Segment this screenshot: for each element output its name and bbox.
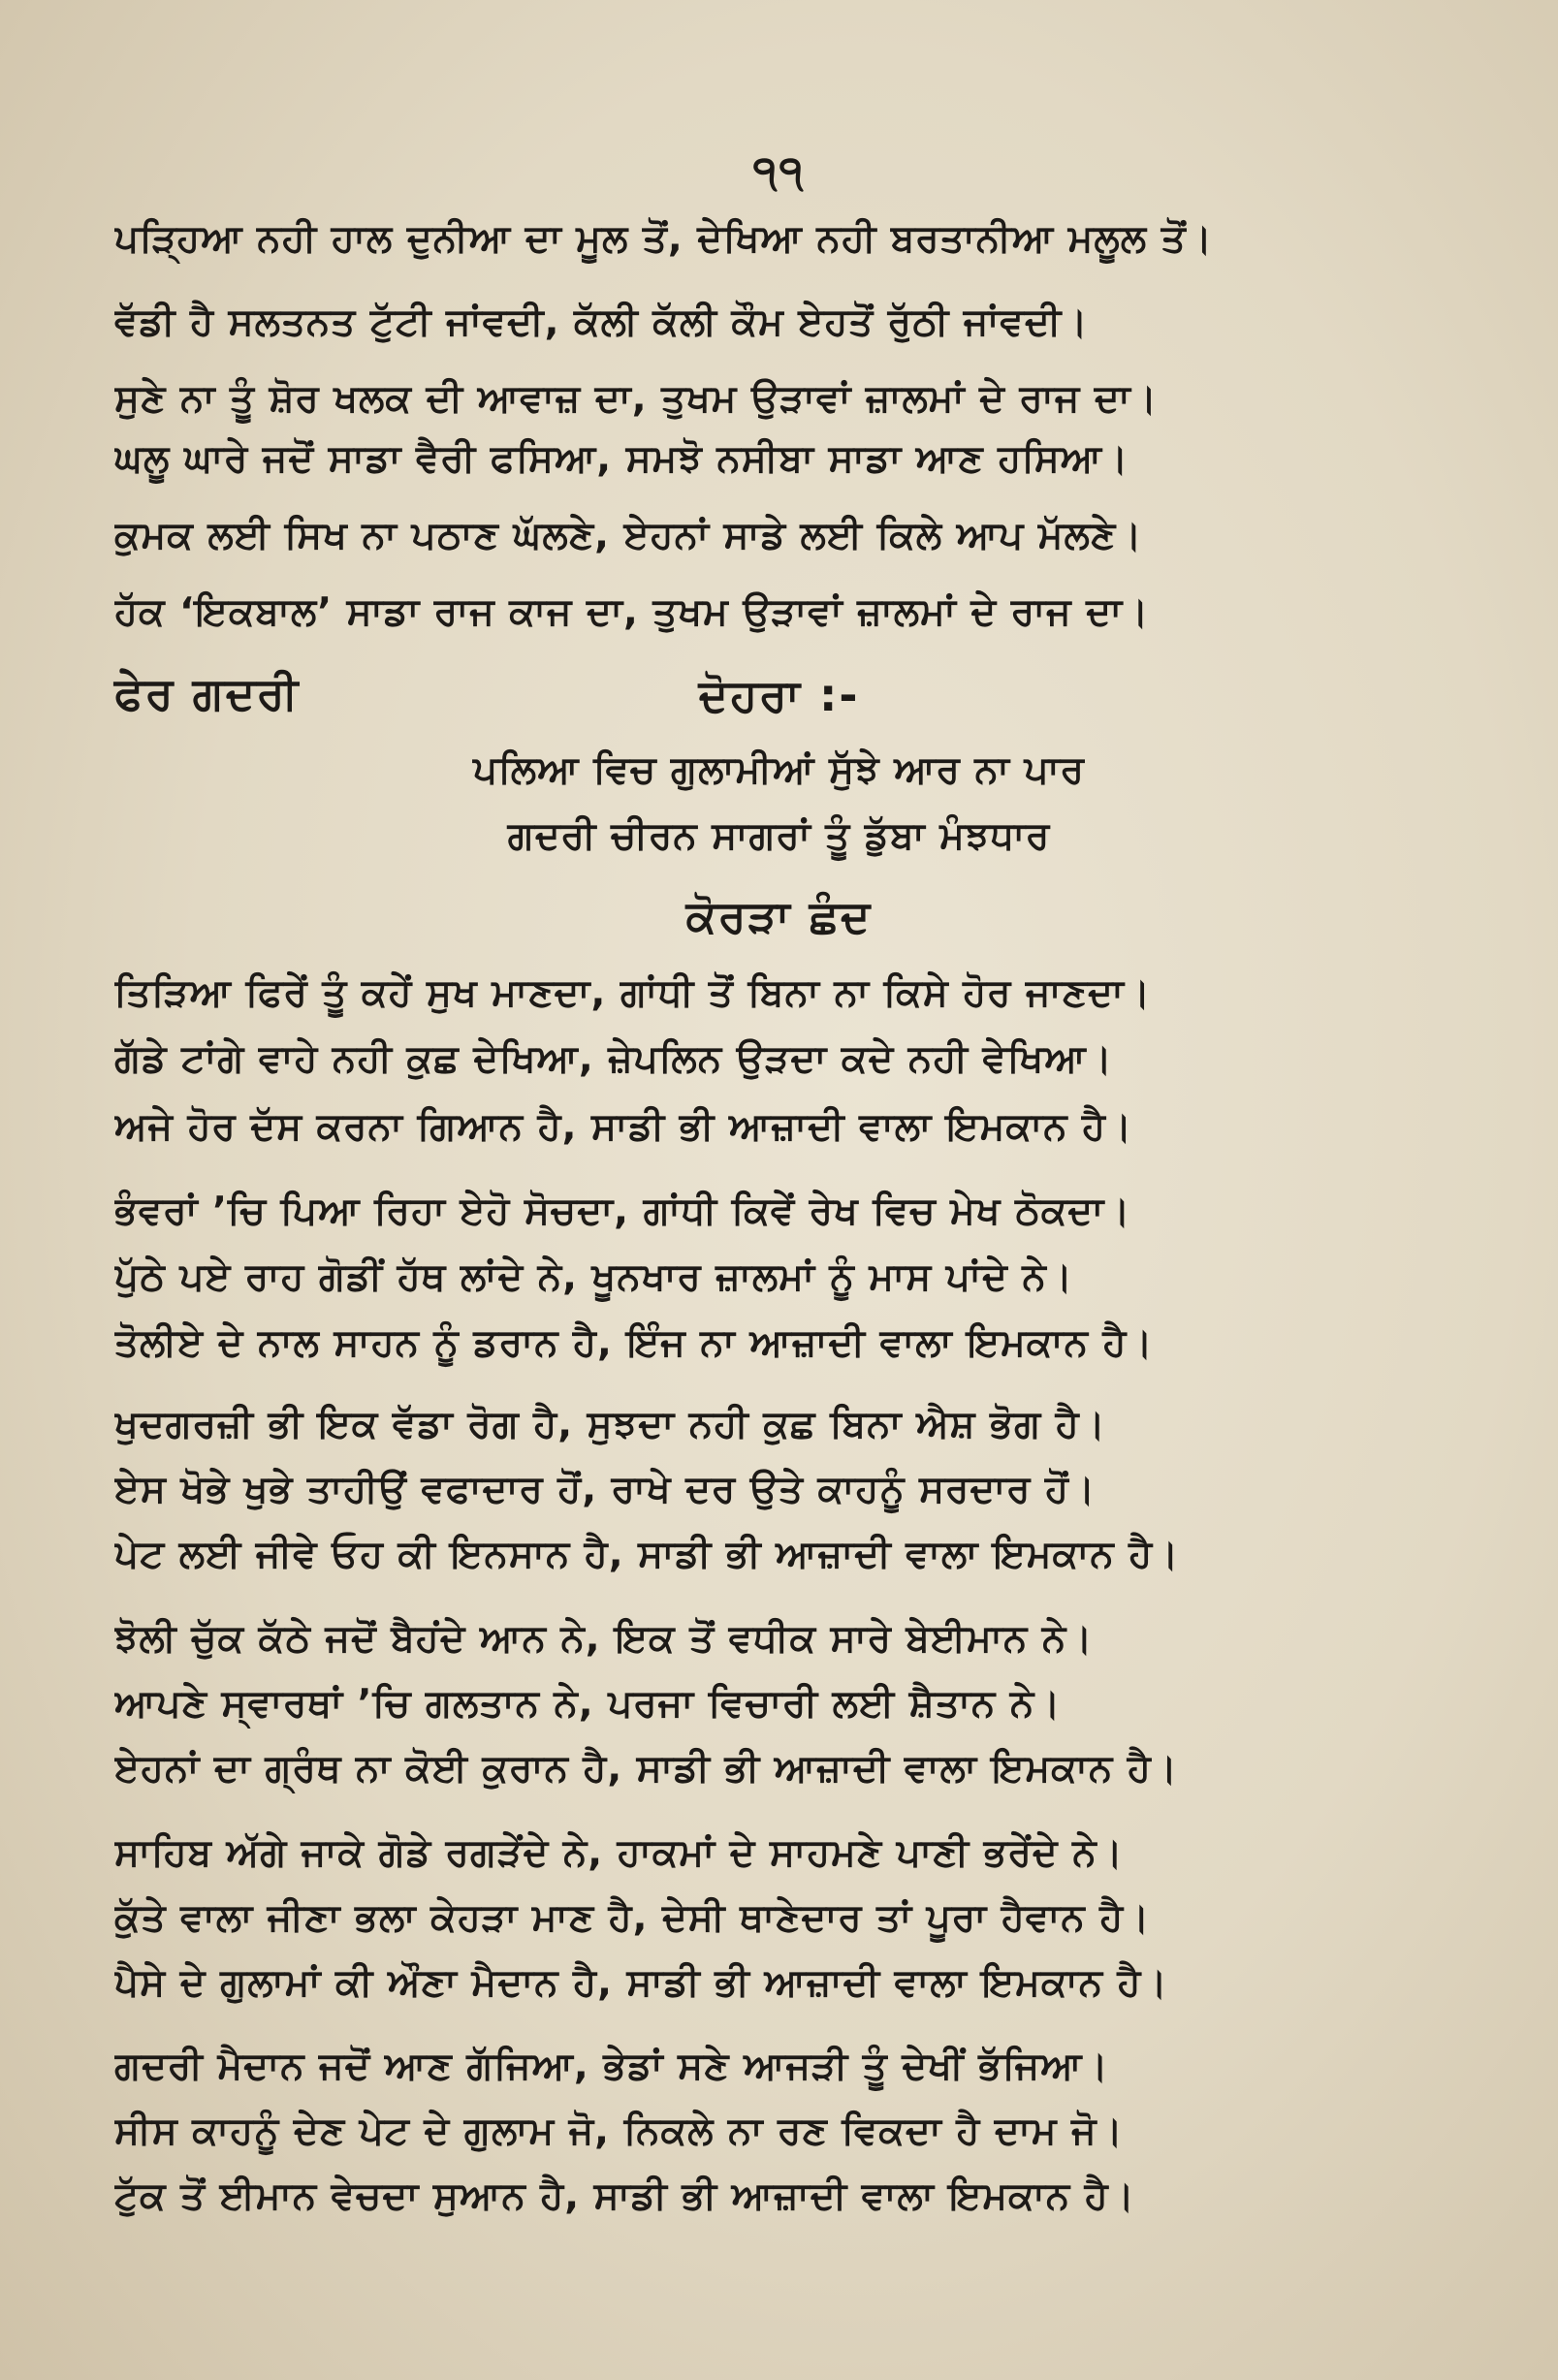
verse-line: ਅਜੇ ਹੋਰ ਦੱਸ ਕਰਨਾ ਗਿਆਨ ਹੈ, ਸਾਡੀ ਭੀ ਆਜ਼ਾਦੀ ਵਾਲਾ ਇਮਕਾਨ ਹੈ। xyxy=(114,1105,1133,1149)
verse-line: ਗੱਡੇ ਟਾਂਗੇ ਵਾਹੇ ਨਹੀ ਕੁਛ ਦੇਖਿਆ, ਜ਼ੇਪਲਿਨ ਉੜਦਾ ਕਦੇ ਨਹੀ ਵੇਖਿਆ। xyxy=(114,1037,1113,1081)
verse-line: ਵੱਡੀ ਹੈ ਸਲਤਨਤ ਟੁੱਟੀ ਜਾਂਵਦੀ, ਕੱਲੀ ਕੱਲੀ ਕੌਮ ਏਹਤੋਂ ਰੁੱਠੀ ਜਾਂਵਦੀ। xyxy=(114,301,1089,344)
verse-line: ਆਪਣੇ ਸ੍ਵਾਰਥਾਂ ’ਚਿ ਗਲਤਾਨ ਨੇ, ਪਰਜਾ ਵਿਚਾਰੀ ਲਈ ਸ਼ੈਤਾਨ ਨੇ। xyxy=(114,1682,1062,1726)
verse-line: ਸਾਹਿਬ ਅੱਗੇ ਜਾਕੇ ਗੋਡੇ ਰਗੜੇਂਦੇ ਨੇ, ਹਾਕਮਾਂ ਦੇ ਸਾਹਮਣੇ ਪਾਣੀ ਭਰੇਂਦੇ ਨੇ। xyxy=(114,1831,1124,1875)
verse-line: ਹੱਕ ‘ਇਕਬਾਲ’ ਸਾਡਾ ਰਾਜ ਕਾਜ ਦਾ, ਤੁਖਮ ਉੜਾਵਾਂ ਜ਼ਾਲਮਾਂ ਦੇ ਰਾਜ ਦਾ। xyxy=(114,590,1150,634)
verse-line: ਪੜ੍ਹਿਆ ਨਹੀ ਹਾਲ ਦੁਨੀਆ ਦਾ ਮੂਲ ਤੋਂ, ਦੇਖਿਆ ਨਹੀ ਬਰਤਾਨੀਆ ਮਲੂਲ ਤੋਂ। xyxy=(114,217,1213,261)
page-number: ੧੧ xyxy=(752,145,806,198)
verse-line: ਤੋਲੀਏ ਦੇ ਨਾਲ ਸਾਹਨ ਨੂੰ ਡਰਾਨ ਹੈ, ਇੰਜ ਨਾ ਆਜ਼ਾਦੀ ਵਾਲਾ ਇਮਕਾਨ ਹੈ। xyxy=(114,1321,1154,1365)
verse-line: ਖੁਦਗਰਜ਼ੀ ਭੀ ਇਕ ਵੱਡਾ ਰੋਗ ਹੈ, ਸੁਝਦਾ ਨਹੀ ਕੁਛ ਬਿਨਾ ਐਸ਼ ਭੋਗ ਹੈ। xyxy=(114,1403,1106,1446)
verse-line: ਕੁੱਤੇ ਵਾਲਾ ਜੀਣਾ ਭਲਾ ਕੇਹੜਾ ਮਾਣ ਹੈ, ਦੇਸੀ ਥਾਣੇਦਾਰ ਤਾਂ ਪੂਰਾ ਹੈਵਾਨ ਹੈ। xyxy=(114,1896,1151,1940)
verse-line: ਪੈਸੇ ਦੇ ਗੁਲਾਮਾਂ ਕੀ ਔਣਾ ਮੈਦਾਨ ਹੈ, ਸਾਡੀ ਭੀ ਆਜ਼ਾਦੀ ਵਾਲਾ ਇਮਕਾਨ ਹੈ। xyxy=(114,1961,1168,2005)
speaker-label: ਫੇਰ ਗਦਰੀ xyxy=(114,667,301,719)
dohra-heading: ਦੋਹਰਾ :- xyxy=(698,669,860,721)
verse-line: ਏਹਨਾਂ ਦਾ ਗ੍ਰੰਥ ਨਾ ਕੋਈ ਕੁਰਾਨ ਹੈ, ਸਾਡੀ ਭੀ ਆਜ਼ਾਦੀ ਵਾਲਾ ਇਮਕਾਨ ਹੈ। xyxy=(114,1747,1179,1791)
verse-line: ਸੀਸ ਕਾਹਨੂੰ ਦੇਣ ਪੇਟ ਦੇ ਗੁਲਾਮ ਜੋ, ਨਿਕਲੇ ਨਾ ਰਣ ਵਿਕਦਾ ਹੈ ਦਾਮ ਜੋ। xyxy=(114,2110,1124,2153)
verse-line: ਏਸ ਖੋਭੇ ਖੁਭੇ ਤਾਹੀਉਂ ਵਫਾਦਾਰ ਹੋਂ, ਰਾਖੇ ਦਰ ਉਤੇ ਕਾਹਨੂੰ ਸਰਦਾਰ ਹੋਂ। xyxy=(114,1468,1097,1511)
dohra-line: ਗਦਰੀ ਚੀਰਨ ਸਾਗਰਾਂ ਤੂੰ ਡੁੱਬਾ ਮੰਝਧਾਰ xyxy=(507,814,1051,858)
korda-heading: ਕੋਰੜਾ ਛੰਦ xyxy=(685,890,873,942)
verse-line: ਝੋਲੀ ਚੁੱਕ ਕੱਠੇ ਜਦੋਂ ਬੈਹਂਦੇ ਆਨ ਨੇ, ਇਕ ਤੋਂ ਵਧੀਕ ਸਾਰੇ ਬੇਈਮਾਨ ਨੇ। xyxy=(114,1617,1094,1661)
verse-line: ਭੰਵਰਾਂ ’ਚਿ ਪਿਆ ਰਿਹਾ ਏਹੋ ਸੋਚਦਾ, ਗਾਂਧੀ ਕਿਵੇਂ ਰੇਖ ਵਿਚ ਮੇਖ ਠੋਕਦਾ। xyxy=(114,1190,1131,1233)
verse-line: ਕੁਮਕ ਲਈ ਸਿਖ ਨਾ ਪਠਾਣ ਘੱਲਣੇ, ਏਹਨਾਂ ਸਾਡੇ ਲਈ ਕਿਲੇ ਆਪ ਮੱਲਣੇ। xyxy=(114,514,1143,557)
verse-line: ਗਦਰੀ ਮੈਦਾਨ ਜਦੋਂ ਆਣ ਗੱਜਿਆ, ਭੇਡਾਂ ਸਣੇ ਆਜੜੀ ਤੂੰ ਦੇਖੀਂ ਭੱਜਿਆ। xyxy=(114,2045,1109,2088)
verse-line: ਤਿੜਿਆ ਫਿਰੇਂ ਤੂੰ ਕਹੇਂ ਸੁਖ ਮਾਣਦਾ, ਗਾਂਧੀ ਤੋਂ ਬਿਨਾ ਨਾ ਕਿਸੇ ਹੋਰ ਜਾਣਦਾ। xyxy=(114,971,1152,1015)
verse-line: ਟੁੱਕ ਤੋਂ ਈਮਾਨ ਵੇਚਦਾ ਸੁਆਨ ਹੈ, ਸਾਡੀ ਭੀ ਆਜ਼ਾਦੀ ਵਾਲਾ ਇਮਕਾਨ ਹੈ। xyxy=(114,2174,1135,2218)
verse-line: ਸੁਣੇ ਨਾ ਤੂੰ ਸ਼ੋਰ ਖਲਕ ਦੀ ਆਵਾਜ਼ ਦਾ, ਤੁਖਮ ਉੜਾਵਾਂ ਜ਼ਾਲਮਾਂ ਦੇ ਰਾਜ ਦਾ। xyxy=(114,377,1159,421)
verse-line: ਘਲੂ ਘਾਰੇ ਜਦੋਂ ਸਾਡਾ ਵੈਰੀ ਫਸਿਆ, ਸਮਝੋ ਨਸੀਬਾ ਸਾਡਾ ਆਣ ਹਸਿਆ। xyxy=(114,437,1129,481)
verse-line: ਪੇਟ ਲਈ ਜੀਵੇ ਓਹ ਕੀ ਇਨਸਾਨ ਹੈ, ਸਾਡੀ ਭੀ ਆਜ਼ਾਦੀ ਵਾਲਾ ਇਮਕਾਨ ਹੈ। xyxy=(114,1533,1180,1576)
verse-line: ਪੁੱਠੇ ਪਏ ਰਾਹ ਗੋਡੀਂ ਹੱਥ ਲਾਂਦੇ ਨੇ, ਖੂਨਖਾਰ ਜ਼ਾਲਮਾਂ ਨੂੰ ਮਾਸ ਪਾਂਦੇ ਨੇ। xyxy=(114,1255,1074,1299)
dohra-line: ਪਲਿਆ ਵਿਚ ਗੁਲਾਮੀਆਂ ਸੁੱਝੇ ਆਰ ਨਾ ਪਾਰ xyxy=(473,748,1085,792)
